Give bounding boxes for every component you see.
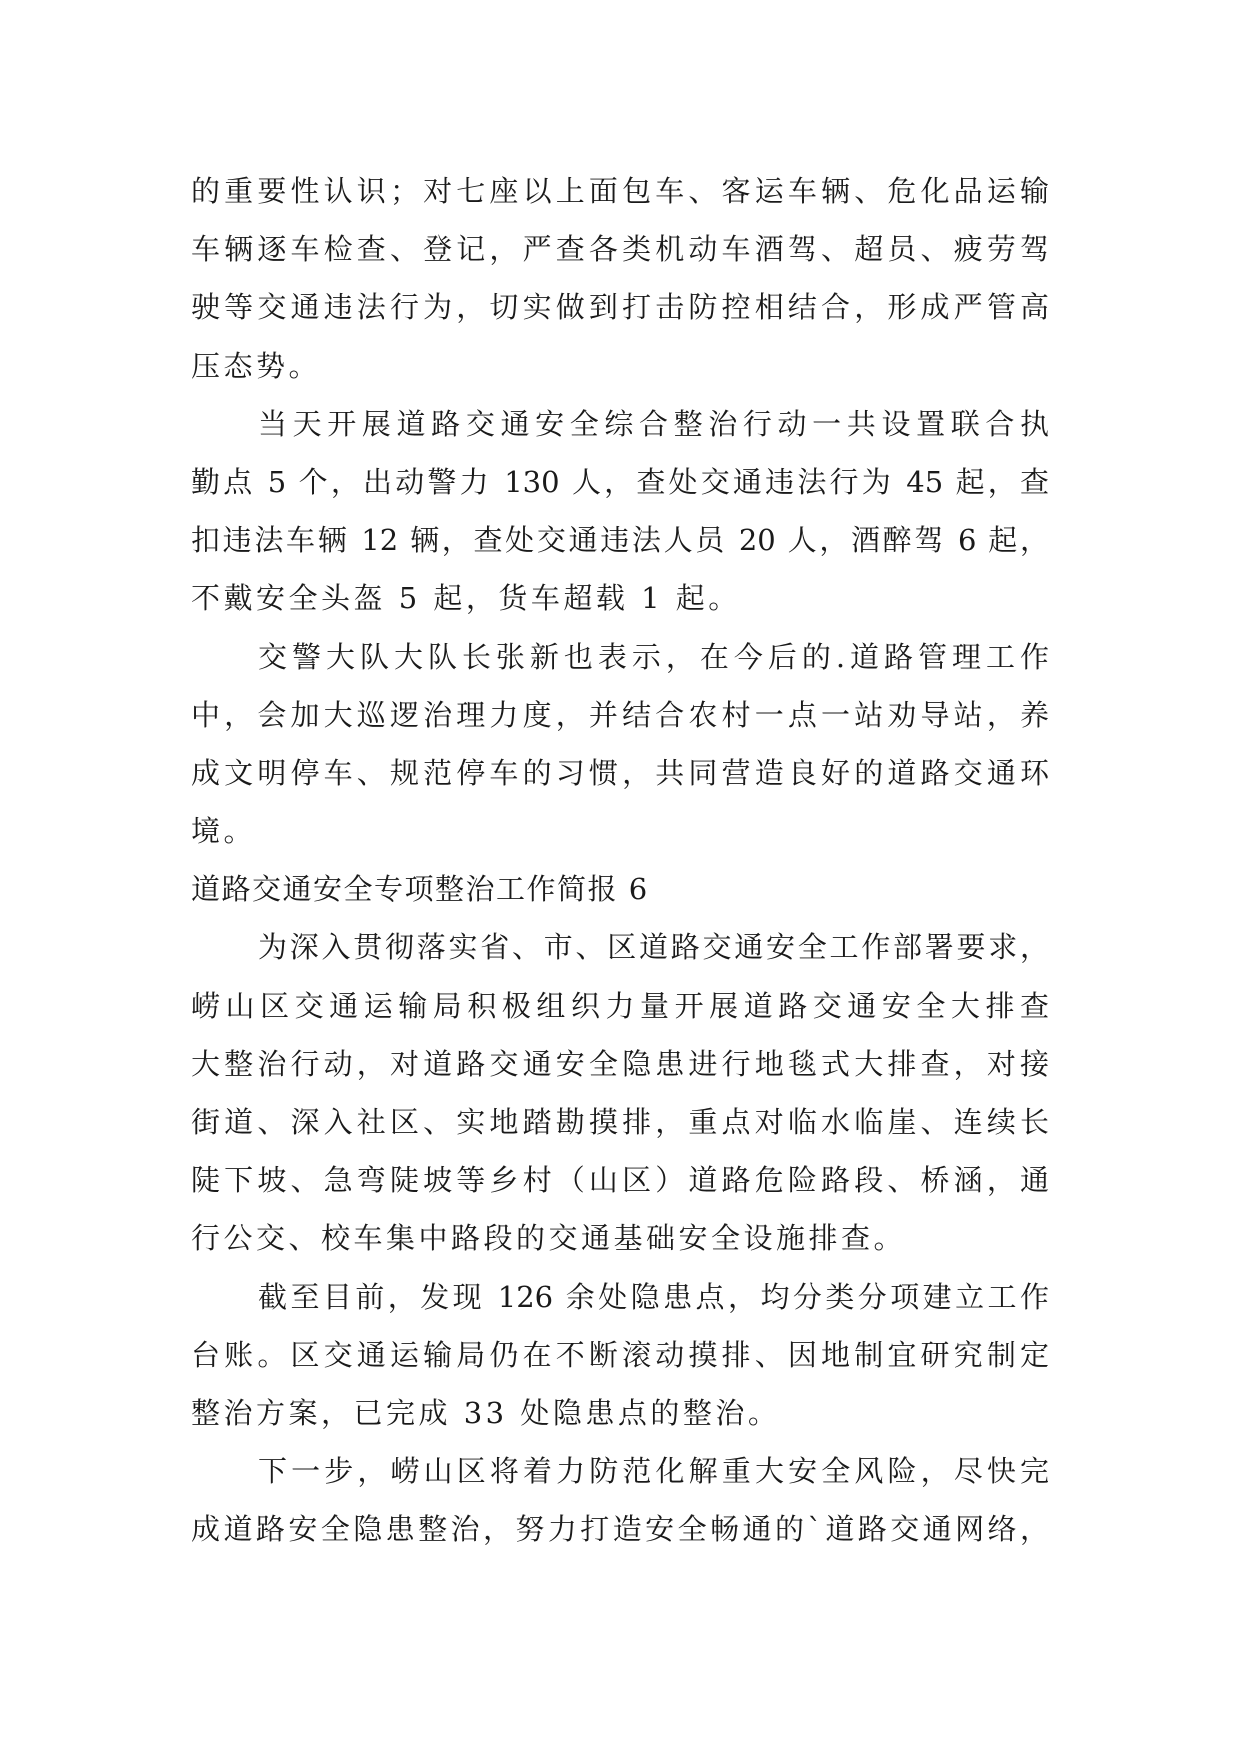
text-line: 台账。区交通运输局仍在不断滚动摸排、因地制宜研究制定 <box>191 1337 1049 1372</box>
paragraph-inspection <box>191 162 1049 395</box>
paragraph-next-steps <box>191 1442 1049 1558</box>
text-line: 扣违法车辆 12 辆，查处交通违法人员 20 人，酒醉驾 6 起， <box>191 523 1049 558</box>
text-line: 为深入贯彻落实省、市、区道路交通安全工作部署要求， <box>258 930 1049 965</box>
text-line: 崂山区交通运输局积极组织力量开展道路交通安全大排查 <box>191 988 1049 1023</box>
text-line: 中，会加大巡逻治理力度，并结合农村一点一站劝导站，养 <box>191 697 1049 732</box>
text-line: 压态势。 <box>191 348 322 383</box>
document-body <box>191 162 1049 1559</box>
text-line: 陡下坡、急弯陡坡等乡村（山区）道路危险路段、桥涵，通 <box>191 1163 1049 1198</box>
text-line: 驶等交通违法行为，切实做到打击防控相结合，形成严管高 <box>191 290 1049 325</box>
text-line: 行公交、校车集中路段的交通基础安全设施排查。 <box>191 1221 907 1256</box>
text-line: 的重要性认识；对七座以上面包车、客运车辆、危化品运输 <box>191 174 1049 208</box>
text-line: 大整治行动，对道路交通安全隐患进行地毯式大排查，对接 <box>191 1046 1049 1081</box>
text-line: 交警大队大队长张新也表示，在今后的.道路管理工作 <box>258 639 1049 674</box>
text-line: 整治方案，已完成 33 处隐患点的整治。 <box>191 1395 781 1430</box>
paragraph-captain-statement <box>191 628 1049 861</box>
text-line: 不戴安全头盔 5 起，货车超载 1 起。 <box>191 581 741 616</box>
text-line: 成道路安全隐患整治，努力打造安全畅通的`道路交通网络， <box>191 1512 1049 1547</box>
text-line: 境。 <box>191 814 257 849</box>
paragraph-rectification-campaign <box>191 918 1049 1267</box>
text-line: 车辆逐车检查、登记，严查各类机动车酒驾、超员、疲劳驾 <box>191 232 1049 267</box>
paragraph-progress <box>191 1268 1049 1443</box>
text-line: 街道、深入社区、实地踏勘摸排，重点对临水临崖、连续长 <box>191 1105 1049 1139</box>
text-line: 成文明停车、规范停车的习惯，共同营造良好的道路交通环 <box>191 755 1049 790</box>
text-line: 截至目前，发现 126 余处隐患点，均分类分项建立工作 <box>258 1279 1049 1314</box>
paragraph-statistics <box>191 395 1049 628</box>
text-line: 下一步，崂山区将着力防范化解重大安全风险，尽快完 <box>258 1454 1049 1489</box>
section-heading: 道路交通安全专项整治工作简报 6 <box>191 872 649 907</box>
text-line: 当天开展道路交通安全综合整治行动一共设置联合执 <box>258 406 1049 441</box>
text-line: 勤点 5 个，出动警力 130 人，查处交通违法行为 45 起，查 <box>191 464 1049 499</box>
